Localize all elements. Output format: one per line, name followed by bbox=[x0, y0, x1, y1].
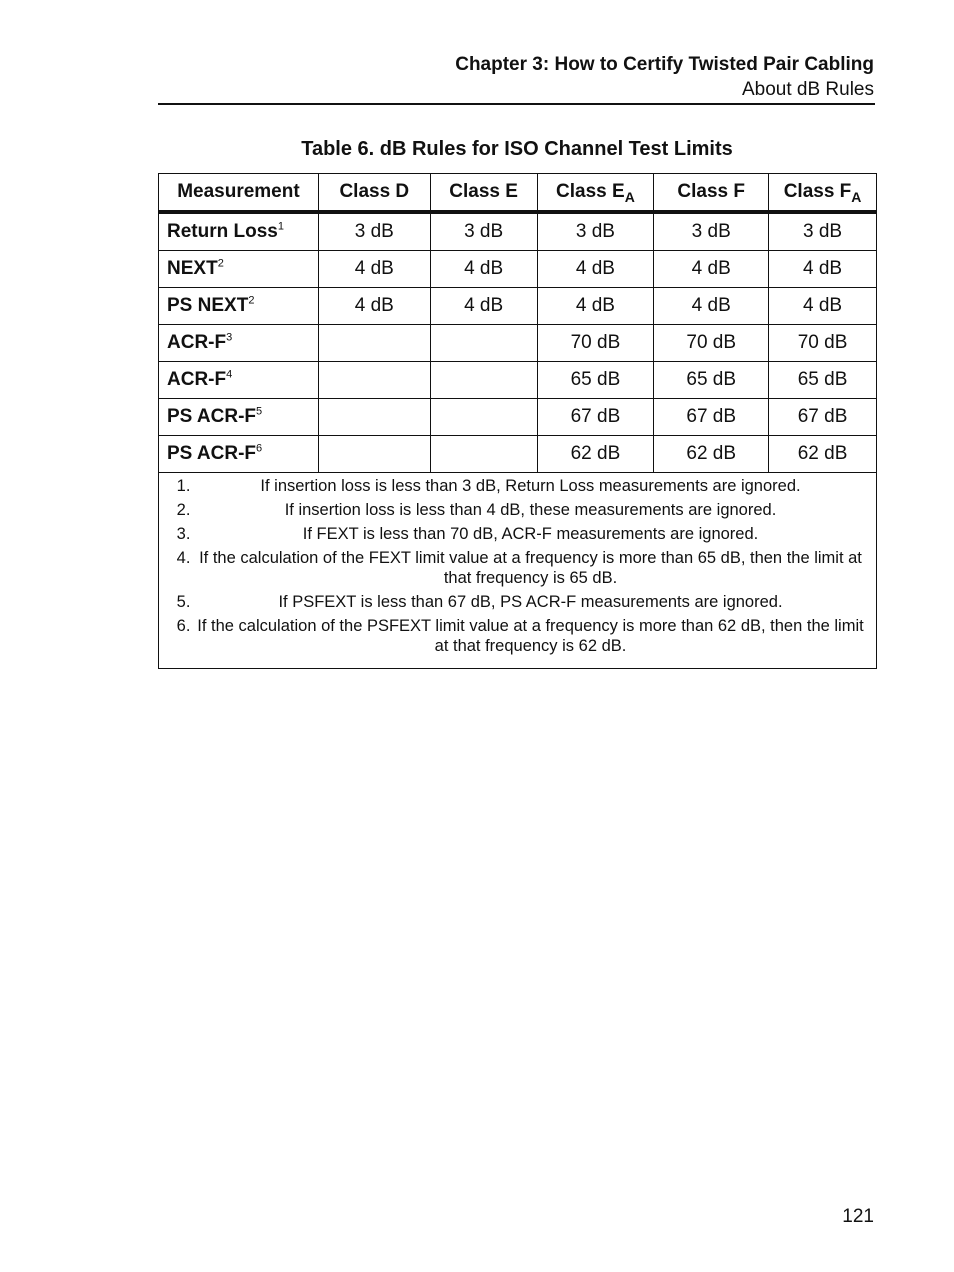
footnote-reference: 2 bbox=[217, 257, 224, 270]
footnotes-cell bbox=[159, 473, 877, 669]
table-row bbox=[159, 436, 877, 473]
measurement-cell bbox=[159, 362, 319, 399]
measurement-name: ACR-F bbox=[167, 369, 227, 390]
column-header bbox=[318, 174, 430, 213]
value-cell: 4 dB bbox=[654, 251, 769, 288]
measurement-name: PS ACR-F bbox=[167, 406, 257, 427]
table-row bbox=[159, 288, 877, 325]
value-cell: 3 dB bbox=[769, 212, 877, 251]
value-cell: 3 dB bbox=[537, 212, 654, 251]
chapter-title: Chapter 3: How to Certify Twisted Pair Cabling bbox=[455, 54, 874, 75]
column-header-label: Class E bbox=[449, 181, 518, 202]
value-cell: 65 dB bbox=[769, 362, 877, 399]
value-cell: 4 dB bbox=[537, 251, 654, 288]
value-cell: 67 dB bbox=[769, 399, 877, 436]
value-cell: 4 dB bbox=[318, 251, 430, 288]
table-row bbox=[159, 362, 877, 399]
value-cell: 70 dB bbox=[654, 325, 769, 362]
footnote-item: 1. If insertion loss is less than 3 dB, Return Loss measurements are ignored. bbox=[195, 476, 866, 496]
value-cell: 62 dB bbox=[769, 436, 877, 473]
footnote-reference: 1 bbox=[277, 220, 284, 233]
column-header-label: Class E bbox=[556, 181, 625, 202]
footnote-reference: 2 bbox=[248, 294, 255, 307]
value-cell: 65 dB bbox=[537, 362, 654, 399]
value-cell bbox=[430, 399, 537, 436]
running-header bbox=[158, 52, 874, 102]
footnote-reference: 3 bbox=[226, 331, 233, 344]
value-cell: 70 dB bbox=[537, 325, 654, 362]
value-cell: 3 dB bbox=[430, 212, 537, 251]
measurement-cell bbox=[159, 436, 319, 473]
column-header bbox=[430, 174, 537, 213]
value-cell bbox=[430, 436, 537, 473]
table-title: Table 6. dB Rules for ISO Channel Test Limits bbox=[301, 138, 733, 160]
column-header bbox=[159, 174, 319, 213]
measurement-name: PS ACR-F bbox=[167, 443, 257, 464]
column-header-subscript: A bbox=[624, 189, 635, 205]
column-header-subscript: A bbox=[851, 189, 862, 205]
footnote-item: 5. If PSFEXT is less than 67 dB, PS ACR-F measurements are ignored. bbox=[195, 592, 866, 612]
value-cell bbox=[430, 325, 537, 362]
measurement-cell bbox=[159, 325, 319, 362]
value-cell: 62 dB bbox=[537, 436, 654, 473]
db-rules-table bbox=[158, 173, 877, 669]
value-cell bbox=[318, 399, 430, 436]
footnote-list bbox=[171, 476, 866, 656]
value-cell: 4 dB bbox=[430, 251, 537, 288]
value-cell: 70 dB bbox=[769, 325, 877, 362]
measurement-name: Return Loss bbox=[167, 221, 278, 242]
value-cell: 4 dB bbox=[537, 288, 654, 325]
footnote-item: 6. If the calculation of the PSFEXT limit value at a frequency is more than 62 dB, then the limit at that frequency is 62 dB. bbox=[195, 616, 866, 656]
page-number: 121 bbox=[842, 1206, 874, 1227]
column-header-label: Class F bbox=[783, 181, 852, 202]
measurement-name: ACR-F bbox=[167, 332, 227, 353]
column-header bbox=[537, 174, 654, 213]
footnote-item: 3. If FEXT is less than 70 dB, ACR-F measurements are ignored. bbox=[195, 524, 866, 544]
footnote-item: 2. If insertion loss is less than 4 dB, these measurements are ignored. bbox=[195, 500, 866, 520]
value-cell bbox=[318, 325, 430, 362]
footnote-reference: 5 bbox=[256, 405, 263, 418]
measurement-cell bbox=[159, 251, 319, 288]
value-cell: 3 dB bbox=[318, 212, 430, 251]
table-row bbox=[159, 399, 877, 436]
table-header-row bbox=[159, 174, 877, 213]
value-cell: 67 dB bbox=[537, 399, 654, 436]
footnotes-row bbox=[159, 473, 877, 669]
footnote-item: 4. If the calculation of the FEXT limit value at a frequency is more than 65 dB, then the limit at that frequency is 65 dB. bbox=[195, 548, 866, 588]
footnote-reference: 6 bbox=[256, 442, 263, 455]
measurement-name: PS NEXT bbox=[167, 295, 249, 316]
measurement-cell bbox=[159, 399, 319, 436]
column-header-label: Class F bbox=[677, 181, 746, 202]
table-row bbox=[159, 212, 877, 251]
value-cell: 65 dB bbox=[654, 362, 769, 399]
value-cell: 4 dB bbox=[654, 288, 769, 325]
column-header-label: Measurement bbox=[177, 181, 300, 202]
footnote-reference: 4 bbox=[226, 368, 233, 381]
value-cell: 4 dB bbox=[769, 288, 877, 325]
column-header-label: Class D bbox=[339, 181, 410, 202]
header-rule bbox=[158, 103, 875, 105]
table-row bbox=[159, 251, 877, 288]
value-cell: 4 dB bbox=[318, 288, 430, 325]
value-cell bbox=[318, 362, 430, 399]
column-header bbox=[654, 174, 769, 213]
value-cell bbox=[430, 362, 537, 399]
measurement-cell bbox=[159, 288, 319, 325]
value-cell: 3 dB bbox=[654, 212, 769, 251]
value-cell: 4 dB bbox=[430, 288, 537, 325]
value-cell: 62 dB bbox=[654, 436, 769, 473]
value-cell bbox=[318, 436, 430, 473]
measurement-cell bbox=[159, 212, 319, 251]
section-title: About dB Rules bbox=[741, 79, 874, 100]
measurement-name: NEXT bbox=[167, 258, 218, 279]
value-cell: 67 dB bbox=[654, 399, 769, 436]
table-row bbox=[159, 325, 877, 362]
value-cell: 4 dB bbox=[769, 251, 877, 288]
column-header bbox=[769, 174, 877, 213]
